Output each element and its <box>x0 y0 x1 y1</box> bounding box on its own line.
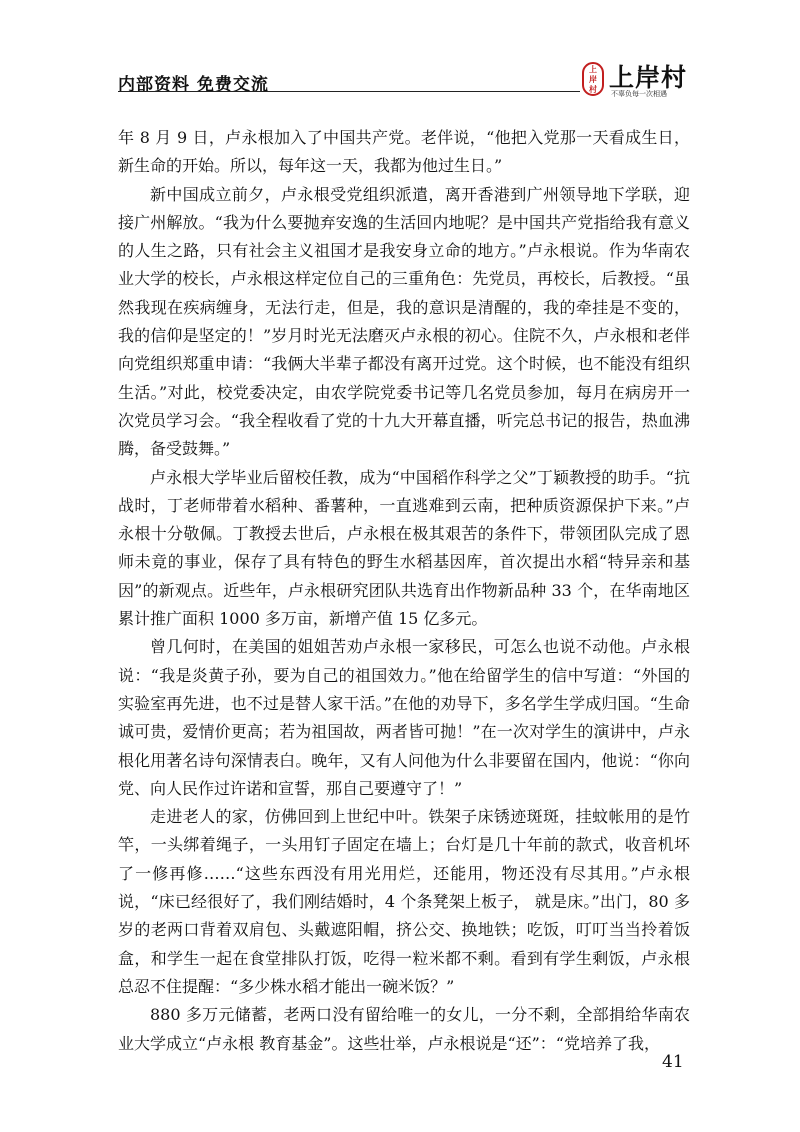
paragraph-1: 年 8 月 9 日，卢永根加入了中国共产党。老伴说，“他把入党那一天看成生日，新生命的开始。所以，每年这一天，我都为他过生日。” <box>118 128 690 176</box>
logo-seal-icon: 上 岸 村 <box>582 62 604 96</box>
paragraph-3: 卢永根大学毕业后留校任教，成为“中国稻作科学之父”丁颖教授的助手。“抗战时，丁老师带着水稻种、番薯种，一直逃难到云南，把种质资源保护下来。”卢永根十分敬佩。丁教授去世后，卢永根在极其艰苦的条件下，带领团队完成了恩师未竟的事业，保存了具有特色的野生水稻基因库，首次提出水稻“特异亲和基因”的新观点。近些年，卢永根研究团队共选育出作物新品种 33 个，在华南地区累计推广面积 1000 多万亩，新增产值 15 亿多元。 <box>118 467 690 629</box>
page-header <box>118 60 710 100</box>
page-number: 41 <box>662 1052 684 1072</box>
header-label: 内部资料 免费交流 <box>118 75 269 95</box>
article-body <box>118 124 690 1058</box>
paragraph-4: 曾几何时，在美国的姐姐苦劝卢永根一家移民，可怎么也说不动他。卢永根说：“我是炎黄子孙，要为自己的祖国效力。”他在给留学生的信中写道：“外国的实验室再先进，也不过是替人家干活。”在他的劝导下，多名学生学成归国。“生命诚可贵，爱情价更高；若为祖国故，两者皆可抛！”在一次对学生的演讲中，卢永根化用著名诗句深情表白。晚年，又有人问他为什么非要留在国内，他说：“你向党、向人民作过许诺和宣誓，那自己要遵守了！” <box>118 637 690 798</box>
paragraph-2: 新中国成立前夕，卢永根受党组织派遣，离开香港到广州领导地下学联，迎接广州解放。“我为什么要抛弃安逸的生活回内地呢？是中国共产党指给我有意义的人生之路，只有社会主义祖国才是我安身立命的地方。”卢永根说。作为华南农业大学的校长，卢永根这样定位自己的三重角色：先党员，再校长，后教授。“虽然我现在疾病缠身，无法行走，但是，我的意识是清醒的，我的牵挂是不变的，我的信仰是坚定的！”岁月时光无法磨灭卢永根的初心。住院不久，卢永根和老伴向党组织郑重申请：“我俩大半辈子都没有离开过党。这个时候，也不能没有组织生活。”对此，校党委决定，由农学院党委书记等几名党员参加，每月在病房开一次党员学习会。“我全程收看了党的十九大开幕直播，听完总书记的报告，热血沸腾，备受鼓舞。” <box>118 184 690 459</box>
logo-brand: 上岸村 <box>609 63 688 92</box>
logo-slogan: 不辜负每一次相遇 <box>611 90 667 98</box>
header-rule <box>118 91 580 92</box>
paragraph-6: 880 多万元储蓄，老两口没有留给唯一的女儿，一分不剩，全部捐给华南农业大学成立“卢永根 教育基金”。这些壮举，卢永根说是“还”：“党培养了我， <box>118 1005 690 1053</box>
paragraph-5: 走进老人的家，仿佛回到上世纪中叶。铁架子床锈迹斑斑，挂蚊帐用的是竹竿，一头绑着绳子，一头用钉子固定在墙上；台灯是几十年前的款式，收音机坏了一修再修……“这些东西没有用光用烂，还能用，物还没有尽其用。”卢永根说，“床已经很好了，我们刚结婚时，4 个条凳架上板子， 就是床。”出门，80 多岁的老两口背着双肩包、头戴遮阳帽，挤公交、换地铁；吃饭，叮叮当当拎着饭盒，和学生一起在食堂排队打饭，吃得一粒米都不剩。看到有学生剩饭，卢永根总忍不住提醒：“多少株水稻才能出一碗米饭？” <box>118 807 690 996</box>
logo <box>582 60 710 100</box>
